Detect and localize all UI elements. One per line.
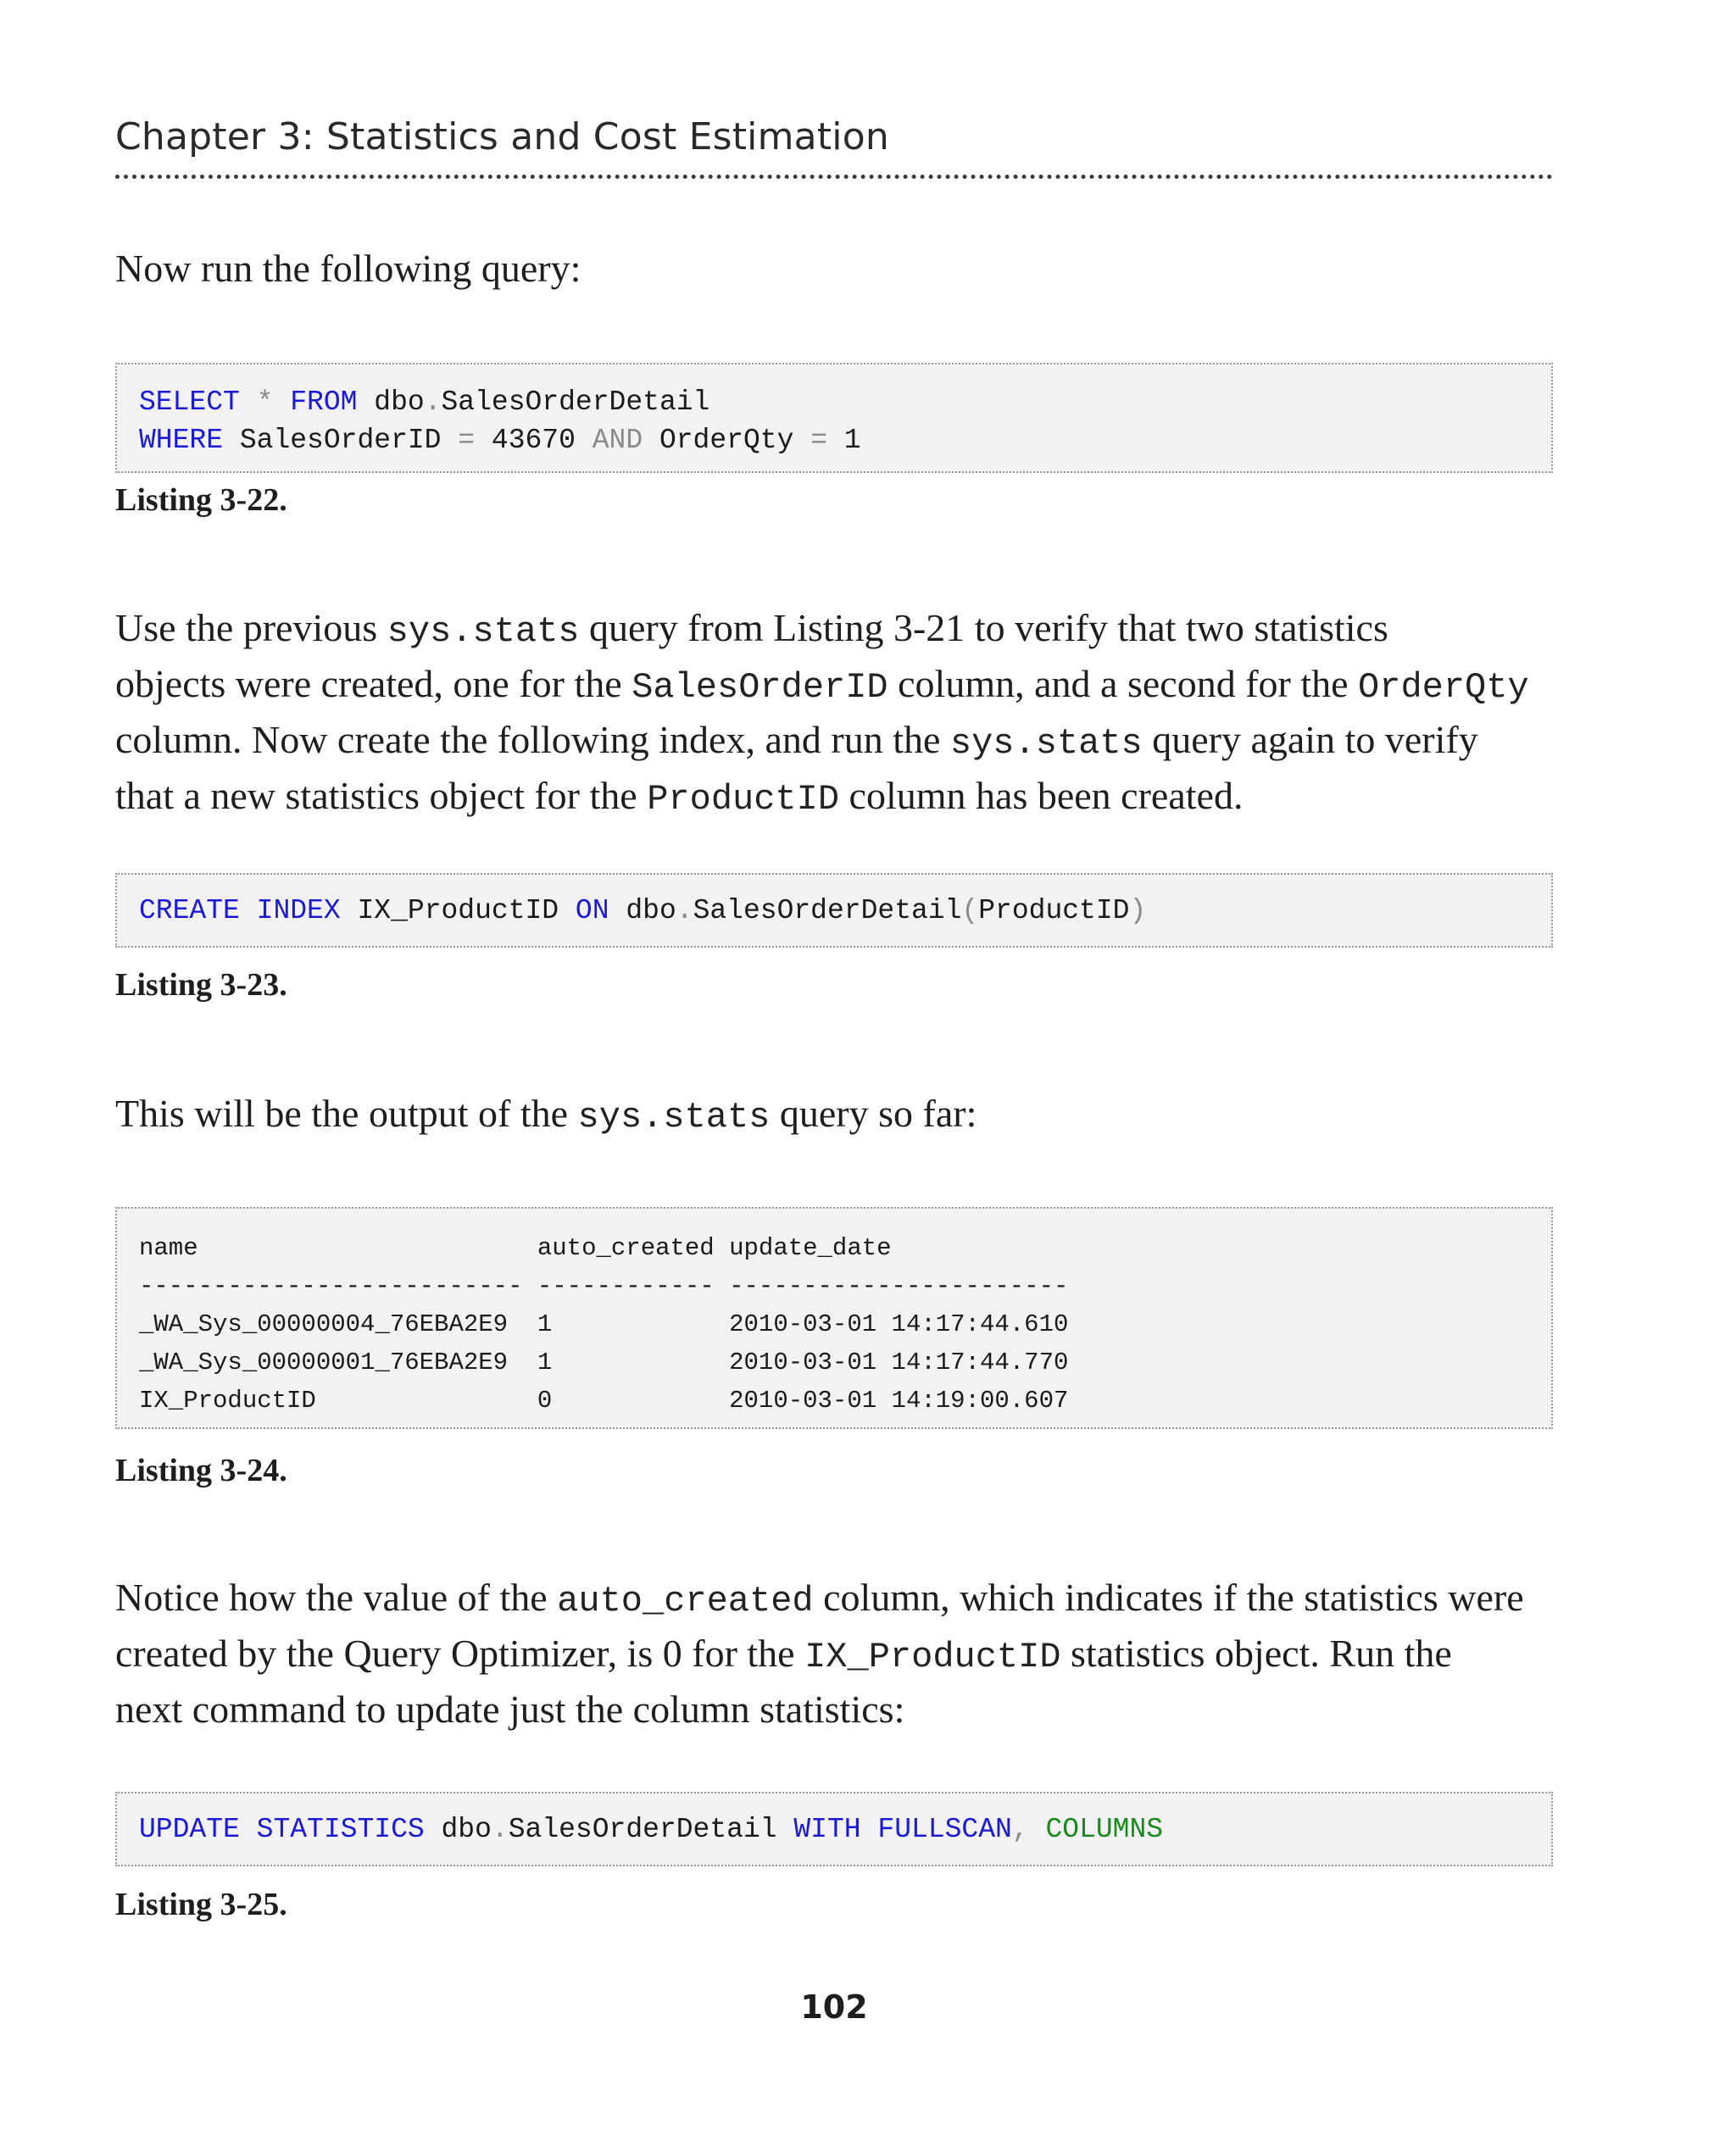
inline-code: sys.stats — [577, 1097, 771, 1137]
text-run: query from Listing 3-21 to verify that two statistics — [579, 606, 1388, 649]
result-separator: -------------------------- ------------ ----------------------- — [139, 1272, 1069, 1300]
code-keyword: FULLSCAN — [877, 1814, 1012, 1845]
paragraph-line — [115, 714, 1556, 770]
listing-caption: Listing 3-23. — [115, 967, 287, 1003]
code-keyword: WITH — [793, 1814, 861, 1845]
code-operator: . — [491, 1814, 509, 1845]
code-keyword: FROM — [290, 386, 358, 418]
running-head: Chapter 3: Statistics and Cost Estimation — [115, 115, 889, 158]
code-keyword: ON — [575, 895, 609, 926]
text-run: column. Now create the following index, and run the — [115, 718, 950, 761]
text-run: objects were created, one for the — [115, 662, 632, 705]
result-header: name auto_created update_date — [139, 1234, 892, 1262]
code-text: 43670 — [475, 425, 593, 456]
code-space — [1029, 1814, 1046, 1845]
code-keyword: SELECT — [139, 386, 240, 418]
inline-code: OrderQty — [1358, 667, 1529, 708]
result-row: IX_ProductID 0 2010-03-01 14:19:00.607 — [139, 1387, 1069, 1415]
inline-code: SalesOrderID — [632, 667, 888, 708]
paragraph-line: next command to update just the column statistics: — [115, 1688, 905, 1731]
code-text: SalesOrderDetail — [508, 1814, 794, 1845]
code-operator: ) — [1129, 895, 1147, 926]
code-operator: . — [424, 386, 442, 418]
code-text: dbo — [609, 895, 676, 926]
text-run: statistics object. Run the — [1060, 1632, 1452, 1675]
text-run: Use the previous — [115, 606, 387, 649]
text-run: query so far: — [770, 1092, 977, 1135]
inline-code: ProductID — [647, 779, 840, 820]
code-text: dbo — [424, 1814, 492, 1845]
text-run: column has been created. — [839, 774, 1244, 817]
code-space — [240, 895, 257, 926]
code-keyword: INDEX — [256, 895, 341, 926]
code-keyword: CREATE — [139, 895, 240, 926]
code-line — [139, 1810, 1163, 1849]
listing-caption: Listing 3-25. — [115, 1887, 287, 1922]
paragraph-line — [115, 1627, 1556, 1683]
text-run: column, and a second for the — [887, 662, 1359, 705]
code-operator: = — [458, 425, 476, 456]
body-paragraph — [115, 1571, 1556, 1735]
paragraph-line — [115, 602, 1556, 658]
code-keyword: STATISTICS — [256, 1814, 425, 1845]
code-operator: ( — [961, 895, 979, 926]
paragraph-line — [115, 1087, 1556, 1143]
code-line — [139, 383, 709, 421]
code-listing-3-24 — [115, 1207, 1553, 1429]
code-keyword: COLUMNS — [1045, 1814, 1164, 1845]
code-text: 1 — [827, 425, 861, 456]
result-row: _WA_Sys_00000001_76EBA2E9 1 2010-03-01 14:17:44.770 — [139, 1349, 1069, 1376]
code-line — [139, 892, 1146, 930]
text-run: column, which indicates if the statistics were — [813, 1576, 1524, 1619]
code-keyword: UPDATE — [139, 1814, 240, 1845]
code-operator: AND — [592, 425, 643, 456]
code-text: SalesOrderID — [223, 425, 459, 456]
inline-code: sys.stats — [387, 611, 580, 652]
result-row: _WA_Sys_00000004_76EBA2E9 1 2010-03-01 14:17:44.610 — [139, 1310, 1069, 1338]
code-operator: = — [810, 425, 827, 456]
intro-paragraph: Now run the following query: — [115, 247, 581, 290]
code-listing-3-25 — [115, 1792, 1553, 1866]
text-run: This will be the output of the — [115, 1092, 578, 1135]
body-paragraph — [115, 1087, 1556, 1143]
page-number: 102 — [800, 1988, 868, 2026]
code-text: SalesOrderDetail — [693, 895, 962, 926]
text-run: that a new statistics object for the — [115, 774, 648, 817]
code-space — [240, 1814, 257, 1845]
code-operator: , — [1011, 1814, 1029, 1845]
code-text: dbo — [357, 386, 425, 418]
paragraph-line — [115, 770, 1556, 826]
paragraph-line — [115, 658, 1556, 714]
listing-caption: Listing 3-24. — [115, 1453, 287, 1488]
code-line — [139, 421, 861, 459]
body-paragraph — [115, 602, 1556, 826]
code-operator: . — [676, 895, 693, 926]
text-run: query again to verify — [1142, 718, 1478, 761]
code-listing-3-23 — [115, 873, 1553, 948]
inline-code: sys.stats — [949, 723, 1143, 764]
code-text: IX_ProductID — [340, 895, 576, 926]
code-operator: * — [239, 386, 291, 418]
code-text: OrderQty — [643, 425, 811, 456]
inline-code: auto_created — [557, 1581, 814, 1621]
inline-code: IX_ProductID — [804, 1637, 1061, 1677]
code-space — [861, 1814, 878, 1845]
header-rule — [115, 175, 1553, 179]
code-keyword: WHERE — [139, 425, 224, 456]
paragraph-line — [115, 1571, 1556, 1627]
listing-caption: Listing 3-22. — [115, 482, 287, 518]
text-run: created by the Query Optimizer, is 0 for the — [115, 1632, 805, 1675]
text-run: Notice how the value of the — [115, 1576, 558, 1619]
code-text: ProductID — [978, 895, 1130, 926]
code-text: SalesOrderDetail — [441, 386, 710, 418]
code-listing-3-22 — [115, 363, 1553, 473]
